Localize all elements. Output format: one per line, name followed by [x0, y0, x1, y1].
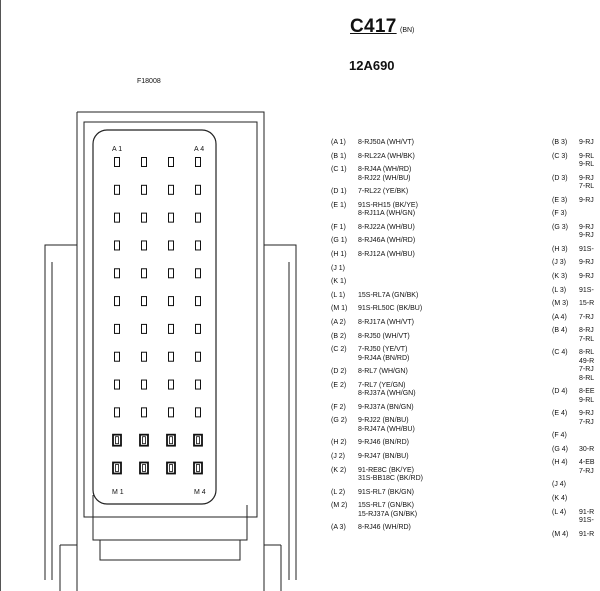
pin-cavity-a1 [115, 158, 120, 167]
wire-circuit: 91S- [579, 286, 594, 294]
pin-cavity-h1 [115, 352, 120, 361]
right-pin-id: (L 4) [552, 508, 567, 516]
pin-cavity-b4 [196, 185, 201, 194]
wire-circuit: 8-RJ22 (WH/BU) [358, 174, 411, 182]
right-pin-id: (L 3) [552, 286, 567, 294]
right-wire-list [579, 300, 594, 308]
left-wire-list [358, 319, 414, 327]
wire-circuit: 7-RL [579, 335, 595, 343]
left-pin-id: (A 1) [331, 139, 346, 146]
left-pin-id: (C 2) [331, 346, 347, 354]
wire-circuit: 91-R [579, 530, 595, 538]
right-pin-id: (J 4) [552, 481, 566, 489]
left-pin-id: (L 2) [331, 488, 346, 496]
right-wire-list [579, 273, 594, 281]
pin-cavity-f2 [142, 297, 147, 306]
wire-circuit: 9-RJ37A (BN/GN) [358, 403, 414, 411]
wire-circuit: 7-RL22 (YE/BK) [358, 188, 409, 196]
pin-cavity-f1 [115, 297, 120, 306]
wire-circuit: 4-EB [579, 459, 595, 467]
left-pin-id: (M 2) [331, 502, 348, 510]
left-pin-id: (K 1) [331, 278, 347, 286]
wire-circuit: 91S- [579, 245, 594, 253]
right-pin-id: (K 4) [552, 495, 568, 502]
wire-circuit: 8-RJ [579, 327, 594, 335]
right-pin-id: (D 3) [552, 174, 568, 182]
wire-circuit: 8-RJ17A (WH/VT) [358, 319, 415, 326]
left-pin-id: (G 2) [331, 417, 347, 425]
right-wire-list [579, 153, 594, 170]
wire-circuit: 8-RL22A (WH/BK) [358, 152, 415, 160]
wire-circuit: 8-RJ12A (WH/BU) [358, 251, 415, 258]
wire-circuit: 9-RL [579, 152, 595, 160]
right-pin-id: (G 4) [552, 445, 568, 453]
pin-cavity-e3 [169, 269, 174, 278]
left-wire-list [358, 224, 415, 232]
right-wire-list [579, 388, 595, 405]
wire-circuit: 91-R [579, 508, 595, 516]
right-wire-list [579, 197, 594, 205]
left-wire-list [358, 188, 408, 196]
pin-cavity-h4 [196, 352, 201, 361]
left-wire-list [358, 404, 414, 412]
wire-circuit: 7-RL7 (YE/GN) [358, 381, 406, 389]
right-wire-list [579, 287, 594, 295]
left-wire-list [358, 305, 422, 313]
right-wire-list [579, 531, 594, 539]
pin-cavity-e1 [115, 269, 120, 278]
left-pin-id: (L 1) [331, 291, 346, 299]
left-pin-id: (K 2) [331, 466, 347, 474]
pin-cavity-f3 [169, 297, 174, 306]
right-pin-id: (M 4) [552, 530, 569, 538]
wire-circuit: 15-RJ37A (GN/BK) [358, 510, 418, 518]
wire-circuit: 30-R [579, 445, 595, 453]
pin-cavity-k2 [142, 408, 147, 417]
left-wire-list [358, 346, 409, 363]
pin-cavity-a3 [169, 158, 174, 167]
right-wire-list [579, 139, 594, 147]
wire-circuit: 9-RL [579, 161, 595, 168]
pin-grid [113, 158, 202, 474]
right-pin-id: (H 3) [552, 245, 568, 253]
left-wire-list [358, 333, 410, 341]
left-pin-id: (E 1) [331, 201, 347, 209]
left-pin-id: (M 1) [331, 305, 348, 313]
left-wire-list [358, 292, 418, 300]
wire-circuit: 7-RJ [579, 467, 594, 475]
left-pin-id: (G 1) [331, 237, 347, 245]
wire-circuit: 7-RJ [579, 366, 594, 374]
right-pin-id: (F 4) [552, 432, 567, 440]
left-pin-id: (B 2) [331, 332, 347, 340]
part-number: 12A690 [349, 58, 395, 73]
left-wire-list [358, 251, 415, 259]
pin-cavity-k1 [115, 408, 120, 417]
left-pin-id: (E 2) [331, 381, 347, 389]
left-pin-id: (D 2) [331, 368, 347, 376]
wire-circuit: 9-RJ [579, 223, 594, 231]
left-pin-id: (J 1) [331, 264, 345, 272]
left-wire-list [358, 502, 417, 519]
wire-circuit: 8-RJ50A (WH/VT) [358, 139, 415, 146]
housing-inner-frame [84, 122, 257, 517]
left-wire-list [358, 139, 414, 147]
left-wire-list [358, 453, 409, 461]
pin-cavity-k3 [169, 408, 174, 417]
left-pin-id: (A 2) [331, 319, 346, 326]
right-pin-id: (M 3) [552, 300, 569, 308]
wire-circuit: 15-R [579, 300, 595, 308]
right-pin-id: (C 3) [552, 152, 568, 160]
pin-cavity-d2 [142, 241, 147, 250]
wire-circuit: 7-RJ [579, 418, 594, 426]
pin-cavity-g4 [196, 324, 201, 333]
wire-circuit: 8-EE [579, 388, 595, 396]
right-wire-list [579, 459, 595, 476]
wire-circuit: 31S-BB18C (BK/RD) [358, 475, 423, 482]
corner-label-m4: M 4 [194, 489, 206, 496]
corner-label-m1: M 1 [112, 489, 124, 496]
pin-cavity-b1 [115, 185, 120, 194]
wire-circuit: 8-RJ4A (WH/RD) [358, 166, 412, 174]
right-wire-list [579, 410, 594, 427]
left-wire-list [358, 467, 423, 484]
left-wire-list [358, 439, 409, 447]
pin-cavity-b2 [142, 185, 147, 194]
wire-circuit: 9-RJ4A (BN/RD) [358, 354, 410, 362]
left-wire-list [358, 382, 416, 399]
wire-circuit: 8-RJ37A (WH/GN) [358, 390, 416, 398]
right-pin-id: (D 4) [552, 388, 568, 396]
wire-circuit: 8-RJ50 (WH/VT) [358, 332, 410, 340]
left-pin-id: (F 2) [331, 403, 346, 411]
wire-circuit: 15S-RL7 (GN/BK) [358, 502, 415, 510]
right-wire-list [579, 259, 594, 267]
pin-cavity-g1 [115, 324, 120, 333]
wire-circuit: 91-RE8C (BK/YE) [358, 466, 415, 474]
pin-cavity-k4 [196, 408, 201, 417]
right-wire-list [579, 349, 594, 383]
pin-cavity-f4 [196, 297, 201, 306]
right-wire-list [579, 175, 594, 192]
housing-outer-right [77, 112, 264, 591]
right-pin-id: (B 4) [552, 327, 568, 335]
wire-circuit: 9-RJ47 (BN/BU) [358, 453, 409, 460]
pin-face [93, 130, 216, 504]
left-wire-list [358, 524, 411, 532]
wire-circuit: 15S-RL7A (GN/BK) [358, 291, 419, 299]
right-wire-list [579, 446, 594, 454]
wire-circuit: 8-RJ46 (WH/RD) [358, 524, 411, 532]
wire-circuit: 7-RJ [579, 313, 594, 321]
pin-cavity-d3 [169, 241, 174, 250]
left-pin-id: (A 3) [331, 524, 346, 532]
wire-circuit: 91S-RL50C (BK/BU) [358, 305, 423, 313]
right-pin-id: (E 4) [552, 410, 568, 418]
right-pin-id: (K 3) [552, 273, 568, 280]
right-pin-id: (G 3) [552, 223, 568, 231]
right-pin-id: (B 3) [552, 139, 568, 146]
pin-cavity-c4 [196, 213, 201, 222]
connector-color-code: (BN) [400, 27, 415, 34]
wire-circuit: 91S-RL7 (BK/GN) [358, 488, 415, 496]
pin-cavity-c1 [115, 213, 120, 222]
pin-cavity-h3 [169, 352, 174, 361]
wire-circuit: 9-RJ [579, 410, 594, 418]
left-wire-list [358, 489, 414, 497]
left-pin-id: (J 2) [331, 453, 345, 460]
right-pin-id: (E 3) [552, 196, 568, 204]
wire-circuit: 91S-RH15 (BK/YE) [358, 201, 418, 209]
right-wire-list [579, 246, 594, 254]
left-pin-id: (H 1) [331, 251, 347, 258]
wire-circuit: 9-RJ22 (BN/BU) [358, 417, 409, 425]
wire-circuit: 9-RL [579, 396, 595, 404]
pin-cavity-c3 [169, 213, 174, 222]
corner-label-a1: A 1 [112, 146, 123, 153]
wire-circuit: 9-RJ [579, 232, 594, 240]
right-wire-list [579, 314, 594, 322]
connector-id: C417 [350, 16, 397, 37]
pin-cavity-c2 [142, 213, 147, 222]
right-wire-list [579, 509, 594, 526]
left-wire-list [358, 153, 415, 161]
pin-cavity-j4 [196, 380, 201, 389]
lower-bracket [60, 545, 281, 591]
pin-cavity-a4 [196, 158, 201, 167]
right-pin-id: (F 3) [552, 210, 567, 218]
right-wire-list [579, 224, 594, 241]
pin-cavity-j1 [115, 380, 120, 389]
right-pin-id: (C 4) [552, 349, 568, 357]
left-pin-id: (D 1) [331, 188, 347, 196]
wire-circuit: 8-RL [579, 374, 595, 382]
wire-circuit: 9-RJ [579, 139, 594, 146]
pin-cavity-d1 [115, 241, 120, 250]
wire-circuit: 9-RJ [579, 174, 594, 182]
pin-cavity-e2 [142, 269, 147, 278]
right-mount-ear [264, 245, 296, 580]
wire-circuit: 9-RJ [579, 259, 594, 267]
wire-circuit: 8-RL [579, 349, 595, 357]
wire-circuit: 7-RJ50 (YE/VT) [358, 346, 408, 354]
wire-circuit: 8-RL7 (WH/GN) [358, 368, 408, 376]
left-wire-list [358, 368, 408, 376]
pin-cavity-g3 [169, 324, 174, 333]
pin-cavity-e4 [196, 269, 201, 278]
pin-cavity-j2 [142, 380, 147, 389]
wire-circuit: 9-RJ46 (BN/RD) [358, 439, 409, 447]
wire-circuit: 49-R [579, 357, 595, 365]
wire-circuit: 91S- [579, 517, 594, 524]
wire-circuit: 8-RJ46A (WH/RD) [358, 237, 416, 245]
pin-cavity-a2 [142, 158, 147, 167]
right-wire-list [579, 327, 594, 344]
figure-id: F18008 [137, 78, 161, 85]
pin-cavity-g2 [142, 324, 147, 333]
latch-lip [100, 540, 240, 560]
wire-circuit: 9-RJ [579, 196, 594, 204]
wire-circuit: 8-RJ47A (WH/BU) [358, 425, 415, 433]
left-pin-id: (F 1) [331, 223, 346, 231]
pin-cavity-b3 [169, 185, 174, 194]
left-mount-ear [45, 245, 77, 580]
pin-cavity-j3 [169, 380, 174, 389]
wire-circuit: 8-RJ11A (WH/GN) [358, 210, 416, 218]
right-pin-id: (J 3) [552, 259, 566, 267]
right-pin-id: (A 4) [552, 313, 567, 321]
right-pin-id: (H 4) [552, 459, 568, 467]
pin-cavity-h2 [142, 352, 147, 361]
wire-circuit: 8-RJ22A (WH/BU) [358, 223, 415, 231]
wire-circuit: 9-RJ [579, 273, 594, 280]
left-pin-id: (H 2) [331, 439, 347, 447]
left-wire-list [358, 202, 418, 219]
left-wire-list [358, 417, 415, 434]
left-wire-list [358, 166, 411, 183]
corner-label-a4: A 4 [194, 146, 205, 153]
left-wire-list [358, 237, 415, 245]
left-pin-id: (B 1) [331, 152, 347, 160]
pin-cavity-d4 [196, 241, 201, 250]
wire-circuit: 7-RL [579, 183, 595, 190]
left-pin-id: (C 1) [331, 166, 347, 174]
